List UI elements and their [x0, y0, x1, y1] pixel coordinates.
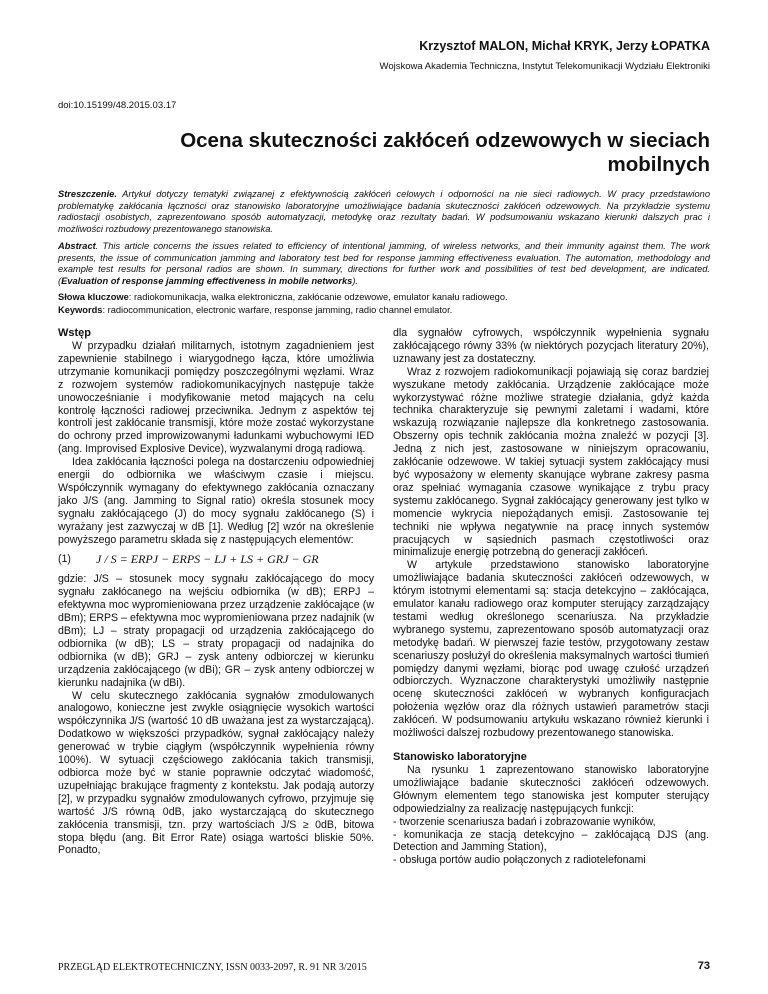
lab-paragraph-1: Na rysunku 1 zaprezentowano stanowisko laboratoryjne umożliwiające badanie skuteczności zakłóceń odzewowych. Głównym elementem tego stanowiska jest komputer sterujący odpowiedzialny za realizację następujących funkcji: — [393, 764, 709, 815]
section-heading-lab: Stanowisko laboratoryjne — [393, 751, 527, 763]
equation-number: (1) — [58, 552, 71, 565]
abstract-pl — [58, 189, 710, 235]
doi[interactable]: doi:10.15199/48.2015.03.17 — [58, 100, 177, 111]
abstract-en — [58, 241, 710, 287]
intro-paragraph-1: W przypadku działań militarnych, istotnym zagadnieniem jest zapewnienie stabilnego i wiarygodnego łącza, które umożliwia utrzymanie komunikacji pomiędzy poszczególnymi węzłami. Wraz z rozwojem systemów radiokomunikacyjnych następuje także unowocześnianie i modyfikowanie metod mających na celu kontrolę łączności radiowej przeciwnika. Jednym z aspektów tej kontroli jest zakłócanie transmisji, które może zostać wykorzystane do ochrony przed improwizowanymi ładunkami wybuchowymi IED (ang. Improvised Explosive Device), wyzwalanymi drogą radiową. — [58, 340, 374, 456]
keywords-en-text: : radiocommunication, electronic warfare, response jamming, radio channel emulator. — [102, 305, 453, 315]
abstract-en-text: . This article concerns the issues related to efficiency of intentional jamming, of wireless networks, and their immunity against them. The work presents, the issue of communication jamming and laboratory test bed for response jamming effectiveness evaluation. The automation, methodology and example test results for personal radios are shown. In summary, directions for further work and possibilities of test bed development, are indicated. ( — [58, 241, 710, 286]
intro-paragraph-3: gdzie: J/S – stosunek mocy sygnału zakłócającego do mocy sygnału zakłócanego na wejściu odbiornika (w dB); ERPJ – efektywna moc wypromieniowana przez urządzenie zakłócające (w dBm); ERPS – efektywna moc wypromieniowana przez nadajnik (w dBm); LJ – straty propagacji od urządzenia zakłócającego do odbiornika (w dB); LS – straty propagacji od nadajnika do odbiornika (w dB); GRJ – zysk anteny odbiorczej w kierunku urządzenia zakłócającego (w dBi); GR – zysk anteny odbiorczej w kierunku nadajnika (w dBi). — [58, 573, 374, 689]
right-paragraph-3: W artykule przedstawiono stanowisko laboratoryjne umożliwiające badania skuteczności zakłóceń odzewowych, w którym istotnymi elementami są: stacja detekcyjno – zakłócająca, emulator kanału radiowego oraz komputer sterujący zarządzający testami według określonego scenariusza. Na przykładzie wybranego systemu, zaprezentowano sposób automatyzacji oraz metodykę badań. W pierwszej fazie testów, przygotowany zestaw scenariuszy posłużył do określenia maksymalnych wartości tłumień pomiędzy danymi węzłami, biorąc pod uwagę czułość urządzeń odbiorczych. Wyznaczone charakterystyki umożliwiły następnie ocenę skuteczności zakłóceń w wybranych konfiguracjach położenia węzłów oraz dla różnych ustawień parametrów stacji zakłóceń. W podsumowaniu artykułu wskazano również kierunki i możliwości dalszej rozbudowy prezentowanego stanowiska. — [393, 559, 709, 740]
keywords-en-label: Keywords — [58, 305, 103, 315]
keywords-pl — [58, 291, 710, 304]
keywords-en — [58, 304, 710, 317]
list-item: - tworzenie scenariusza badań i zobrazowanie wyników, — [393, 815, 656, 828]
left-column — [58, 327, 374, 857]
abstract-pl-label: Streszczenie. — [58, 189, 117, 199]
affiliation: Wojskowa Akademia Techniczna, Instytut Telekomunikacji Wydziału Elektroniki — [379, 61, 710, 72]
keywords-pl-text: : radiokomunikacja, walka elektroniczna, zakłócanie odzewowe, emulator kanału radiowego. — [128, 292, 508, 302]
abstract-en-tail: ). — [352, 275, 359, 286]
right-paragraph-2: Wraz z rozwojem radiokomunikacji pojawiają się coraz bardziej wyszukane metody zakłócania. Urządzenie zakłócające może wykorzystywać różne możliwe strategie działania, gdyż każda technika charakteryzuje się pewnymi zaletami i wadami, które wskazują rozwiązanie najlepsze dla konkretnego zastosowania. Obszerny opis technik zakłócania można znaleźć w pozycji [3]. Jedną z nich jest, zastosowane w niniejszym opracowaniu, zakłócanie odzewowe. W takiej sytuacji system zakłócający musi być wyposażony w elementy skanujące wybrane zakresy pasma oraz spełniać wymagania czasowe wynikające z trybu pracy systemu zakłócanego. Sygnał zakłócający generowany jest tylko w momencie wykrycia niepożądanych emisji. Zastosowanie tej techniki nie wpływa negatywnie na pracę innych systemów pracujących w sąsiednich pasmach częstotliwości oraz minimalizuje energię potrzebną do generacji zakłóceń. — [393, 365, 709, 559]
right-paragraph-1: dla sygnałów cyfrowych, współczynnik wypełnienia sygnału zakłócającego równy 33% (w niektórych pozycjach literatury 20%), uznawany jest za dostateczny. — [393, 327, 709, 365]
intro-paragraph-4: W celu skutecznego zakłócania sygnałów zmodulowanych analogowo, konieczne jest zwykle osiągnięcie wysokich wartości współczynnika J/S (wartość 10 dB uważana jest za wystarczającą). Dodatkowo w większości przypadków, sygnał zakłócający należy generować w trybie ciągłym (współczynnik wypełnienia równy 100%). W sytuacji częściowego zakłócania takich transmisji, odbiorca może być w stanie poprawnie odczytać wiadomość, uzupełniając brakujące fragmenty z kontekstu. Jak podają autorzy [2], w przypadku sygnałów zmodulowanych cyfrowo, przyjmuje się wartość J/S równą 0dB, jako wystarczającą do skutecznego zakłócenia transmisji, tzn. przy wartościach J/S ≥ 0dB, bitowa stopa błędu (ang. Bit Error Rate) osiąga wartości bliskie 50%. Ponadto, — [58, 689, 374, 857]
section-heading-intro: Wstęp — [58, 327, 91, 339]
equation-expression: J / S = ERPJ − ERPS − LJ + LS + GRJ − GR — [96, 551, 319, 566]
journal-footer: PRZEGLĄD ELEKTROTECHNICZNY, ISSN 0033-2097, R. 91 NR 3/2015 — [58, 962, 367, 973]
abstract-pl-text: Artykuł dotyczy tematyki związanej z efektywnością zakłóceń celowych i odporności na nie sieci radiowych. W pracy przedstawiono problematykę zakłócania łączności oraz stanowisko laboratoryjne umożliwiające badania skuteczności zakłóceń odzewowych. Na przykładzie systemu radiostacji osobistych, zaprezentowano sposób automatyzacji, metodykę oraz rezultaty badań. W podsumowaniu wskazano kierunki dalszych prac i możliwości rozbudowy prezentowanego stanowiska. — [58, 189, 710, 234]
equation-1 — [58, 553, 374, 566]
keywords-pl-label: Słowa kluczowe — [58, 292, 129, 302]
right-column — [393, 327, 709, 867]
intro-paragraph-2: Idea zakłócania łączności polega na dostarczeniu odpowiedniej energii do odbiornika we właściwym czasie i miejscu. Współczynnik wymagany do efektywnego zakłócania oznaczany jako J/S (ang. Jamming to Signal ratio) określa stosunek mocy sygnału zakłócającego (J) do mocy sygnału zakłócanego (S) i wyrażany jest zazwyczaj w dB [1]. Według [2] wzór na określenie powyższego parametru składa się z następujących elementów: — [58, 456, 374, 546]
abstract-en-title: Evaluation of response jamming effectiveness in mobile networks — [61, 275, 353, 286]
page-number: 73 — [697, 960, 710, 972]
paper-title: Ocena skuteczności zakłóceń odzewowych w sieciach mobilnych — [180, 129, 710, 176]
authors: Krzysztof MALON, Michał KRYK, Jerzy ŁOPATKA — [419, 39, 710, 53]
list-item: - komunikacja ze stacją detekcyjno – zakłócającą DJS (ang. Detection and Jamming Station), — [393, 828, 709, 854]
abstract-en-label: Abstract — [58, 241, 96, 251]
list-item: - obsługa portów audio połączonych z radiotelefonami — [393, 854, 646, 867]
